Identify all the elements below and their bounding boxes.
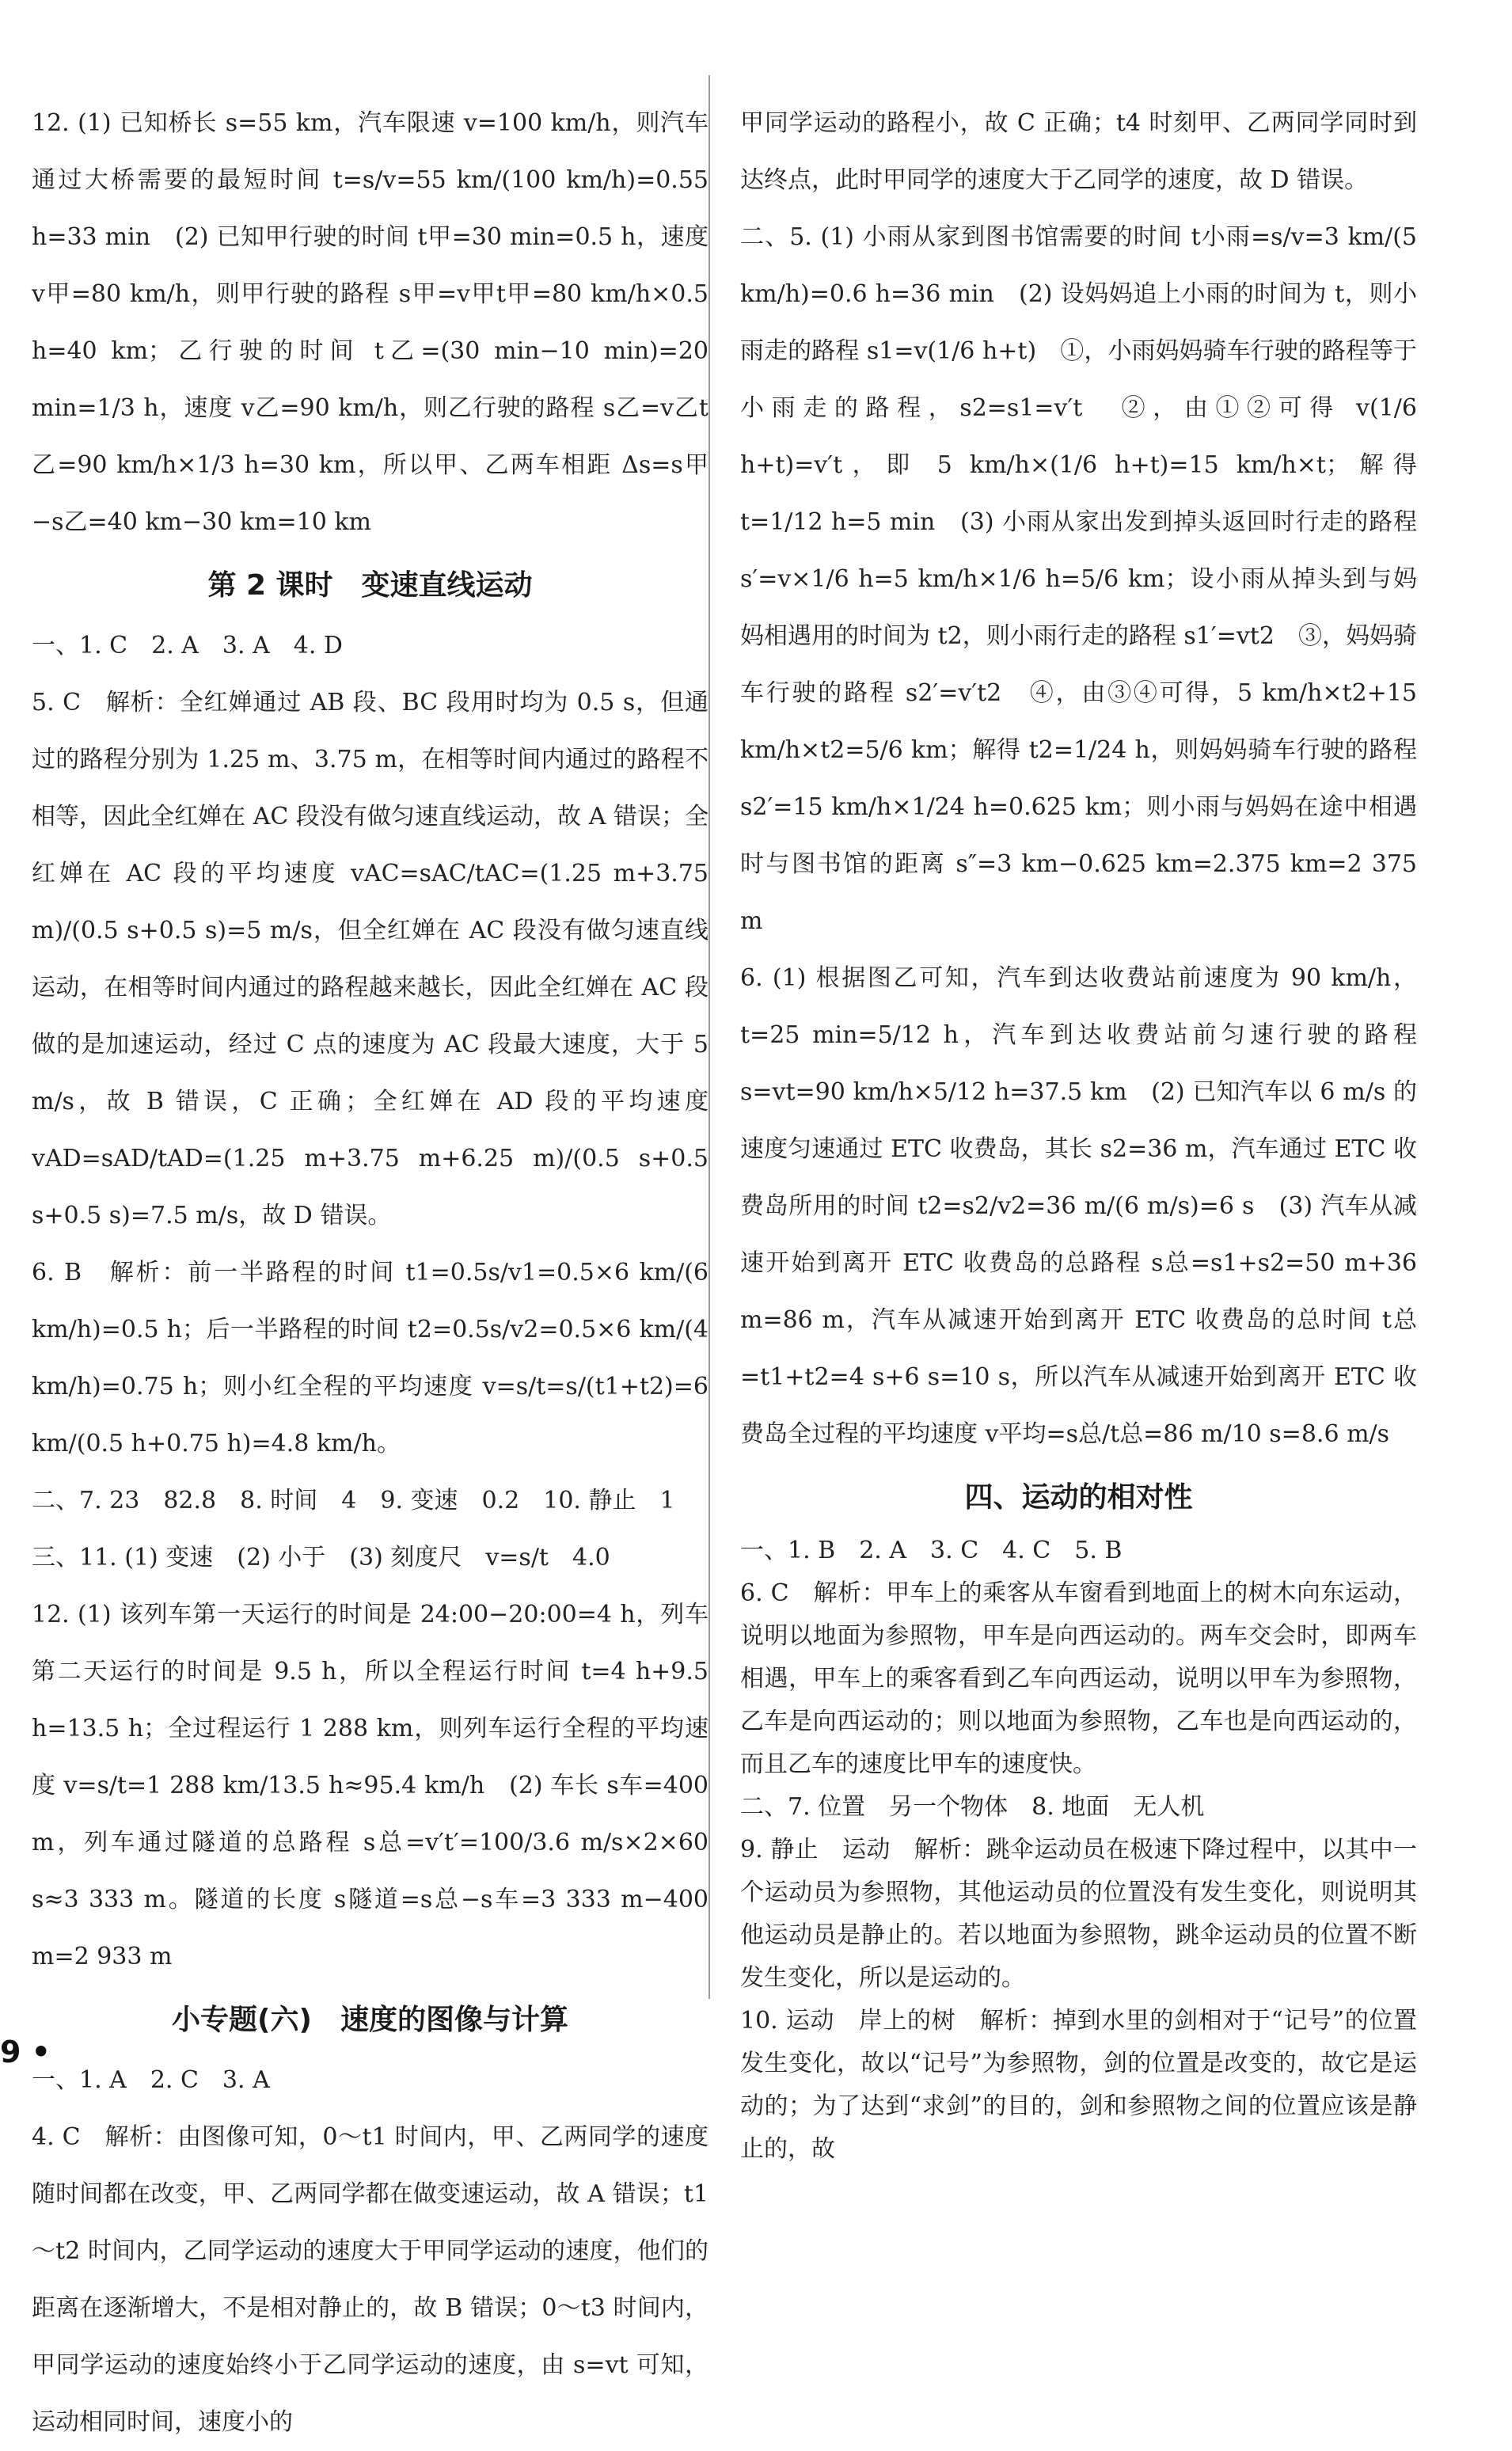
answer-paragraph: 10. 运动 岸上的树 解析：掉到水里的剑相对于“记号”的位置发生变化，故以“记号”为参照物，剑的位置是改变的，故它是运动的；为了达到“求剑”的目的，剑和参照物之间的位置应该是静止的，故 (740, 2007, 1417, 2163)
answer-paragraph: 二、7. 23 82.8 8. 时间 4 9. 变速 0.2 10. 静止 1 (32, 1487, 675, 1514)
answer-paragraph: 5. C 解析：全红婵通过 AB 段、BC 段用时均为 0.5 s，但通过的路程分别为 1.25 m、3.75 m，在相等时间内通过的路程不相等，因此全红婵在 AC 段没有做匀速直线运动，故 A 错误；全红婵在 AC 段的平均速度 vAC=sAC/tAC=(1.25 m+3.75 m)/(0.5 s+0.5 s)=5 m/s，但全红婵在 AC 段没有做匀速直线运动，在相等时间内通过的路程越来越长，因此全红婵在 AC 段做的是加速运动，经过 C 点的速度为 AC 段最大速度，大于 5 m/s，故 B 错误，C 正确；全红婵在 AD 段的平均速度 vAD=sAD/tAD=(1.25 m+3.75 m+6.25 m)/(0.5 s+0.5 s+0.5 s)=7.5 m/s，故 D 错误。 (32, 689, 709, 1229)
answer-paragraph: 9. 静止 运动 解析：跳伞运动员在极速下降过程中，以其中一个运动员为参照物，其他运动员的位置没有发生变化，则说明其他运动员是静止的。若以地面为参照物，跳伞运动员的位置不断发生变化，所以是运动的。 (740, 1836, 1417, 1992)
answer-paragraph: 6. C 解析：甲车上的乘客从车窗看到地面上的树木向东运动，说明以地面为参照物，甲车是向西运动的。两车交会时，即两车相遇，甲车上的乘客看到乙车向西运动，说明以甲车为参照物，乙车是向西运动的；则以地面为参照物，乙车也是向西运动的，而且乙车的速度比甲车的速度快。 (740, 1579, 1417, 1778)
answer-paragraph: 甲同学运动的路程小，故 C 正确；t4 时刻甲、乙两同学同时到达终点，此时甲同学的速度大于乙同学的速度，故 D 错误。 (740, 109, 1417, 194)
answer-paragraph: 4. C 解析：由图像可知，0～t1 时间内，甲、乙两同学的速度随时间都在改变，甲、乙两同学都在做变速运动，故 A 错误；t1～t2 时间内，乙同学运动的速度大于甲同学运动的速度，他们的距离在逐渐增大，不是相对静止的，故 B 错误；0～t3 时间内，甲同学运动的速度始终小于乙同学运动的速度，由 s=vt 可知，运动相同时间，速度小的 (32, 2123, 709, 2436)
answer-paragraph: 一、1. A 2. C 3. A (32, 2066, 270, 2094)
answer-paragraph: 一、1. B 2. A 3. C 4. C 5. B (740, 1537, 1123, 1564)
right-column (740, 95, 1417, 2171)
answer-paragraph: 二、5. (1) 小雨从家到图书馆需要的时间 t小雨=s/v=3 km/(5 km/h)=0.6 h=36 min (2) 设妈妈追上小雨的时间为 t，则小雨走的路程 s1=v(1/6 h+t) ①，小雨妈妈骑车行驶的路程等于小雨走的路程，s2=s1=v′t ②，由①②可得 v(1/6 h+t)=v′t，即 5 km/h×(1/6 h+t)=15 km/h×t；解得 t=1/12 h=5 min (3) 小雨从家出发到掉头返回时行走的路程 s′=v×1/6 h=5 km/h×1/6 h=5/6 km；设小雨从掉头到与妈妈相遇用的时间为 t2，则小雨行走的路程 s1′=vt2 ③，妈妈骑车行驶的路程 s2′=v′t2 ④，由③④可得，5 km/h×t2+15 km/h×t2=5/6 km；解得 t2=1/24 h，则妈妈骑车行驶的路程 s2′=15 km/h×1/24 h=0.625 km；则小雨与妈妈在途中相遇时与图书馆的距离 s″=3 km−0.625 km=2.375 km=2 375 m (740, 223, 1417, 935)
answer-paragraph: 三、11. (1) 变速 (2) 小于 (3) 刻度尺 v=s/t 4.0 (32, 1544, 610, 1571)
answer-paragraph: 12. (1) 已知桥长 s=55 km，汽车限速 v=100 km/h，则汽车通过大桥需要的最短时间 t=s/v=55 km/(100 km/h)=0.55 h=33 min (2) 已知甲行驶的时间 t甲=30 min=0.5 h，速度 v甲=80 km/h，则甲行驶的路程 s甲=v甲t甲=80 km/h×0.5 h=40 km；乙行驶的时间 t乙=(30 min−10 min)=20 min=1/3 h，速度 v乙=90 km/h，则乙行驶的路程 s乙=v乙t乙=90 km/h×1/3 h=30 km，所以甲、乙两车相距 Δs=s甲−s乙=40 km−30 km=10 km (32, 109, 709, 536)
section-heading: 四、运动的相对性 (964, 1481, 1193, 1514)
page-number: 9 • (0, 2035, 51, 2069)
answer-paragraph: 12. (1) 该列车第一天运行的时间是 24:00−20:00=4 h，列车第二天运行的时间是 9.5 h，所以全程运行时间 t=4 h+9.5 h=13.5 h；全过程运行 1 288 km，则列车运行全程的平均速度 v=s/t=1 288 km/13.5 h≈95.4 km/h (2) 车长 s车=400 m，列车通过隧道的总路程 s总=v′t′=100/3.6 m/s×2×60 s≈3 333 m。隧道的长度 s隧道=s总−s车=3 333 m−400 m=2 933 m (32, 1601, 709, 1970)
left-column (32, 95, 709, 2451)
section-heading: 小专题(六) 速度的图像与计算 (172, 2004, 568, 2036)
column-divider (709, 75, 710, 1999)
answer-paragraph: 一、1. C 2. A 3. A 4. D (32, 632, 343, 659)
answer-paragraph: 二、7. 位置 另一个物体 8. 地面 无人机 (740, 1793, 1205, 1821)
answer-paragraph: 6. (1) 根据图乙可知，汽车到达收费站前速度为 90 km/h，t=25 min=5/12 h，汽车到达收费站前匀速行驶的路程 s=vt=90 km/h×5/12 h=37.5 km (2) 已知汽车以 6 m/s 的速度匀速通过 ETC 收费岛，其长 s2=36 m，汽车通过 ETC 收费岛所用的时间 t2=s2/v2=36 m/(6 m/s)=6 s (3) 汽车从减速开始到离开 ETC 收费岛的总路程 s总=s1+s2=50 m+36 m=86 m，汽车从减速开始到离开 ETC 收费岛的总时间 t总=t1+t2=4 s+6 s=10 s，所以汽车从减速开始到离开 ETC 收费岛全过程的平均速度 v平均=s总/t总=86 m/10 s=8.6 m/s (740, 964, 1417, 1448)
answer-paragraph: 6. B 解析：前一半路程的时间 t1=0.5s/v1=0.5×6 km/(6 km/h)=0.5 h；后一半路程的时间 t2=0.5s/v2=0.5×6 km/(4 km/h)=0.75 h；则小红全程的平均速度 v=s/t=s/(t1+t2)=6 km/(0.5 h+0.75 h)=4.8 km/h。 (32, 1259, 709, 1457)
section-heading: 第 2 课时 变速直线运动 (207, 569, 533, 602)
